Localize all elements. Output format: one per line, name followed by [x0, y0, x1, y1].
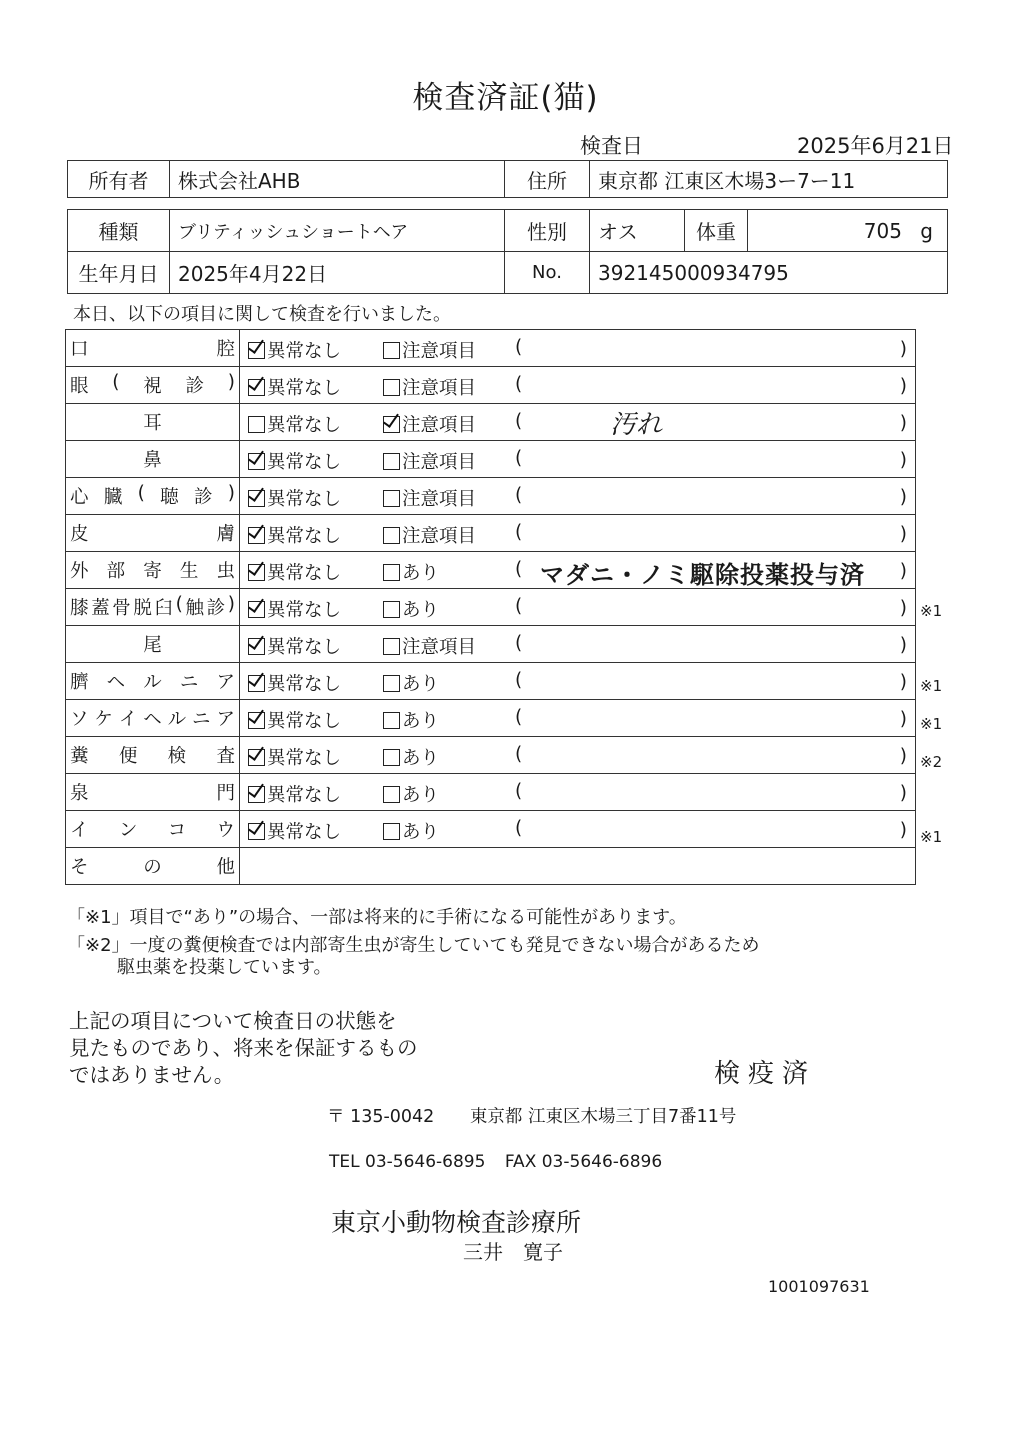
no-abnormality-option[interactable]: 異常なし: [248, 485, 341, 511]
exam-row: [66, 478, 916, 515]
breed-value: ブリティッシュショートヘア: [170, 210, 505, 252]
exam-result-cell: [240, 774, 916, 811]
address-label: 住所: [505, 161, 590, 198]
no-abnormality-option[interactable]: 異常なし: [248, 818, 341, 844]
exam-row: [66, 441, 916, 478]
checkbox-icon[interactable]: [248, 712, 265, 729]
no-abnormality-option[interactable]: 異常なし: [248, 411, 341, 437]
attention-option[interactable]: 注意項目: [383, 485, 476, 511]
attention-option[interactable]: あり: [383, 559, 439, 585]
exam-item-label: 鼻: [143, 450, 162, 471]
attention-option[interactable]: 注意項目: [383, 522, 476, 548]
left-paren: (: [515, 522, 523, 543]
left-paren: (: [515, 818, 523, 839]
exam-item-label: 尾: [143, 635, 162, 656]
no-abnormality-option[interactable]: 異常なし: [248, 596, 341, 622]
exam-row: [66, 700, 916, 737]
exam-result-cell: [240, 663, 916, 700]
right-paren: ): [899, 746, 907, 767]
attention-option[interactable]: 注意項目: [383, 633, 476, 659]
attention-option[interactable]: あり: [383, 596, 439, 622]
disclaimer-line: 上記の項目について検査日の状態を: [69, 1009, 397, 1033]
clinic-address: 東京都 江東区木場三丁目7番11号: [469, 1107, 737, 1127]
exam-item-cell: [66, 330, 240, 367]
exam-item-cell: [66, 441, 240, 478]
exam-item-label: 臍 ヘ ル ニ ア: [70, 672, 235, 693]
pet-info-table: [67, 209, 948, 294]
exam-item-cell: [66, 811, 240, 848]
exam-row: [66, 663, 916, 700]
left-paren: (: [515, 781, 523, 802]
exam-result-cell: [240, 441, 916, 478]
exam-row: [66, 367, 916, 404]
exam-item-cell: [66, 515, 240, 552]
exam-result-cell: [240, 515, 916, 552]
exam-item-label: 膝 蓋 骨 脱 臼 ( 触 診 ): [70, 594, 235, 619]
exam-item-label: 外 部 寄 生 虫: [70, 561, 235, 582]
attention-option[interactable]: あり: [383, 670, 439, 696]
left-paren: (: [515, 596, 523, 617]
checkbox-icon[interactable]: [383, 564, 400, 581]
exam-item-label: ソ ケ イ ヘ ル ニ ア: [70, 709, 235, 730]
checkbox-icon[interactable]: [383, 712, 400, 729]
right-paren: ): [899, 487, 907, 508]
checkbox-icon[interactable]: [248, 786, 265, 803]
exam-date-value: 2025年6月21日: [797, 134, 954, 158]
left-paren: (: [515, 448, 523, 469]
disclaimer-line: ではありません。: [69, 1063, 235, 1087]
owner-table: [67, 160, 948, 198]
exam-row: [66, 515, 916, 552]
exam-item-label: イ ン コ ウ: [70, 820, 235, 841]
left-paren: (: [515, 337, 523, 358]
disclaimer-line: 見たものであり、将来を保証するもの: [69, 1036, 418, 1060]
sex-label: 性別: [505, 210, 590, 252]
checkbox-icon[interactable]: [383, 416, 400, 433]
exam-row: [66, 811, 916, 848]
tel-number: TEL 03-5646-6895: [329, 1152, 486, 1172]
attention-option[interactable]: 注意項目: [383, 337, 476, 363]
no-abnormality-option[interactable]: 異常なし: [248, 633, 341, 659]
serial-number: 1001097631: [768, 1277, 870, 1296]
clinic-address-line: [327, 1103, 736, 1128]
weight-unit: g: [920, 218, 933, 243]
exam-item-label: 口 腔: [70, 339, 235, 360]
weight-cell: [748, 210, 948, 252]
checkbox-icon[interactable]: [248, 638, 265, 655]
checkbox-icon[interactable]: [383, 527, 400, 544]
breed-label: 種類: [68, 210, 170, 252]
exam-result-cell: [240, 367, 916, 404]
exam-item-label: 眼 ( 視 診 ): [70, 372, 235, 397]
right-paren: ): [899, 339, 907, 360]
checkbox-icon[interactable]: [248, 601, 265, 618]
exam-item-cell: [66, 700, 240, 737]
right-paren: ): [899, 820, 907, 841]
footnote-mark: ※1: [920, 677, 943, 696]
exam-item-label: 泉 門: [70, 783, 235, 804]
no-value: 392145000934795: [590, 252, 948, 294]
exam-row: [66, 404, 916, 441]
owner-value: 株式会社AHB: [170, 161, 505, 198]
exam-item-label: 糞 便 検 査: [70, 746, 235, 767]
owner-label: 所有者: [68, 161, 170, 198]
document-title: 検査済証(猫): [412, 80, 599, 116]
sex-value: オス: [590, 210, 685, 252]
exam-note: マダニ・ノミ駆除投薬投与済: [540, 561, 865, 589]
exam-result-cell: [240, 626, 916, 663]
checkbox-icon[interactable]: [383, 675, 400, 692]
no-abnormality-option[interactable]: 異常なし: [248, 448, 341, 474]
right-paren: ): [899, 783, 907, 804]
right-paren: ): [899, 524, 907, 545]
exam-result-cell: [240, 404, 916, 441]
exam-result-cell: [240, 700, 916, 737]
checkbox-icon[interactable]: [383, 786, 400, 803]
right-paren: ): [899, 413, 907, 434]
fax-number: FAX 03-5646-6896: [504, 1152, 663, 1172]
no-abnormality-option[interactable]: 異常なし: [248, 374, 341, 400]
checkbox-icon[interactable]: [383, 638, 400, 655]
attention-option[interactable]: あり: [383, 707, 439, 733]
handwritten-note: 汚れ: [610, 410, 663, 440]
checkbox-icon[interactable]: [248, 490, 265, 507]
left-paren: (: [515, 485, 523, 506]
contact-line: [329, 1152, 662, 1172]
checkbox-icon[interactable]: [383, 453, 400, 470]
weight-label: 体重: [685, 210, 748, 252]
exam-result-cell: [240, 330, 916, 367]
left-paren: (: [515, 744, 523, 765]
no-abnormality-option[interactable]: 異常なし: [248, 670, 341, 696]
exam-item-label: 心 臓 ( 聴 診 ): [70, 483, 235, 508]
left-paren: (: [515, 374, 523, 395]
exam-item-cell: [66, 737, 240, 774]
attention-option[interactable]: あり: [383, 744, 439, 770]
other-label-cell: [66, 848, 240, 885]
no-abnormality-option[interactable]: 異常なし: [248, 707, 341, 733]
left-paren: (: [515, 633, 523, 654]
no-abnormality-option[interactable]: 異常なし: [248, 744, 341, 770]
checkbox-icon[interactable]: [383, 342, 400, 359]
attention-option[interactable]: あり: [383, 781, 439, 807]
exam-row: [66, 626, 916, 663]
weight-value: 705: [863, 218, 902, 243]
address-value: 東京都 江東区木場3ー7ー11: [590, 161, 948, 198]
left-paren: (: [515, 670, 523, 691]
footnote-2: 「※2」一度の糞便検査では内部寄生虫が寄生していても発見できない場合があるため: [67, 935, 760, 956]
checkbox-icon[interactable]: [248, 749, 265, 766]
quarantine-stamp: 検疫済: [714, 1059, 817, 1089]
footnote-1: 「※1」項目で“あり”の場合、一部は将来的に手術になる可能性があります。: [67, 907, 687, 928]
left-paren: (: [515, 559, 523, 580]
checkbox-icon[interactable]: [248, 416, 265, 433]
exam-row: [66, 737, 916, 774]
exam-item-cell: [66, 478, 240, 515]
checkbox-icon[interactable]: [383, 823, 400, 840]
checkbox-icon[interactable]: [383, 749, 400, 766]
exam-item-cell: [66, 589, 240, 626]
checkbox-icon[interactable]: [248, 342, 265, 359]
exam-result-cell: [240, 737, 916, 774]
exam-table: [65, 329, 916, 885]
checkbox-icon[interactable]: [248, 675, 265, 692]
clinic-name: 東京小動物検査診療所: [331, 1208, 582, 1237]
right-paren: ): [899, 598, 907, 619]
exam-result-cell: [240, 478, 916, 515]
right-paren: ): [899, 376, 907, 397]
exam-item-label: 耳: [143, 413, 162, 434]
attention-option[interactable]: あり: [383, 818, 439, 844]
right-paren: ): [899, 635, 907, 656]
checkbox-icon[interactable]: [248, 453, 265, 470]
left-paren: (: [515, 707, 523, 728]
footnote-mark: ※1: [920, 827, 943, 846]
checkbox-icon[interactable]: [383, 379, 400, 396]
exam-row: [66, 774, 916, 811]
right-paren: ): [899, 672, 907, 693]
exam-result-cell: [240, 552, 916, 589]
exam-date-label: 検査日: [580, 134, 643, 158]
attention-option[interactable]: 注意項目: [383, 411, 476, 437]
other-label: そ の 他: [70, 857, 235, 878]
checkbox-icon[interactable]: [248, 379, 265, 396]
exam-item-label: 皮 膚: [70, 524, 235, 545]
postal-code: 〒 135-0042: [327, 1107, 435, 1127]
footnote-mark: ※1: [920, 715, 943, 733]
checkbox-icon[interactable]: [383, 601, 400, 618]
checkbox-icon[interactable]: [383, 490, 400, 507]
attention-option[interactable]: 注意項目: [383, 374, 476, 400]
exam-result-cell: [240, 811, 916, 848]
no-abnormality-option[interactable]: 異常なし: [248, 337, 341, 363]
no-label: No.: [505, 252, 590, 294]
exam-row: [66, 330, 916, 367]
exam-item-cell: [66, 663, 240, 700]
attention-option[interactable]: 注意項目: [383, 448, 476, 474]
left-paren: (: [515, 411, 523, 432]
exam-result-cell: [240, 589, 916, 626]
checkbox-icon[interactable]: [248, 527, 265, 544]
exam-item-cell: [66, 774, 240, 811]
vet-name: 三井 寛子: [463, 1240, 563, 1264]
right-paren: ): [899, 561, 907, 582]
no-abnormality-option[interactable]: 異常なし: [248, 559, 341, 585]
birth-value: 2025年4月22日: [170, 252, 505, 294]
exam-row: [66, 552, 916, 589]
exam-item-cell: [66, 626, 240, 663]
right-paren: ): [899, 450, 907, 471]
footnote-2-continued: 駆虫薬を投薬しています。: [117, 957, 332, 978]
other-value-cell: [240, 848, 916, 885]
checkbox-icon[interactable]: [248, 823, 265, 840]
right-paren: ): [899, 709, 907, 730]
no-abnormality-option[interactable]: 異常なし: [248, 522, 341, 548]
checkbox-icon[interactable]: [248, 564, 265, 581]
exam-item-cell: [66, 367, 240, 404]
exam-item-cell: [66, 552, 240, 589]
no-abnormality-option[interactable]: 異常なし: [248, 781, 341, 807]
exam-row: [66, 589, 916, 626]
intro-text: 本日、以下の項目に関して検査を行いました。: [73, 304, 451, 325]
exam-item-cell: [66, 404, 240, 441]
disclaimer: [69, 1008, 418, 1089]
footnote-mark: ※2: [920, 752, 943, 771]
footnote-mark: ※1: [920, 602, 943, 621]
birth-label: 生年月日: [68, 252, 170, 294]
